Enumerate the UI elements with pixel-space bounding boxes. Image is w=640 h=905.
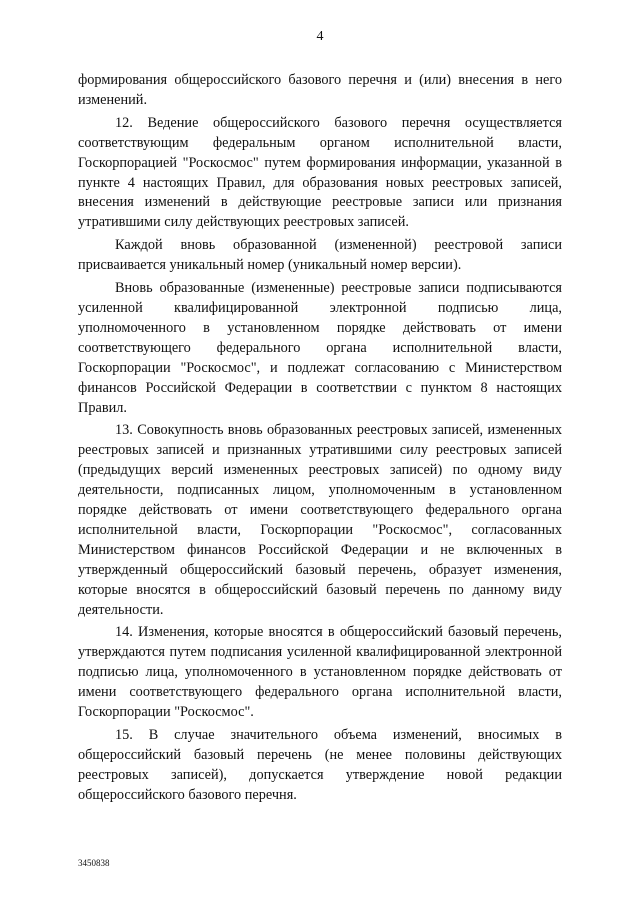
- page-number: 4: [316, 29, 324, 44]
- paragraph-item-13: 13. Совокупность вновь образованных реестровых записей, измененных реестровых записей и признанных утратившими силу реестровых записей (предыдущих версий измененных реестровых записей) по одному виду деятельности, подписанных лицом, уполномоченным в установленном порядке действовать от имени соответствующего федерального органа исполнительной власти, Госкорпорации "Роскосмос", согласованных Министерством финансов Российской Федерации и не включенных в утвержденный общероссийский базовый перечень, образует изменения, которые вносятся в общероссийский базовый перечень по данному виду деятельности.: [78, 422, 562, 618]
- paragraph-item-12: 12. Ведение общероссийского базового перечня осуществляется соответствующим федеральным органом исполнительной власти, Госкорпорацией "Роскосмос" путем формирования информации, указанной в пункте 4 настоящих Правил, для образования новых реестровых записей, внесения изменений в действующие реестровые записи или признания утратившими силу действующих реестровых записей.: [78, 114, 562, 231]
- paragraph-signing: Вновь образованные (измененные) реестровые записи подписываются усиленной квалифицированной электронной подписью лица, уполномоченного в установленном порядке действовать от имени соответствующего федерального органа исполнительной власти, Госкорпорации "Роскосмос", и подлежат согласованию с Министерством финансов Российской Федерации в соответствии с пунктом 8 настоящих Правил.: [78, 280, 562, 416]
- document-body: [78, 71, 562, 809]
- paragraph-unique-number: Каждой вновь образованной (измененной) реестровой записи присваивается уникальный номер (уникальный номер версии).: [78, 237, 562, 274]
- paragraph-continuation: формирования общероссийского базового перечня и (или) внесения в него изменений.: [78, 72, 562, 108]
- paragraph-item-14: 14. Изменения, которые вносятся в общероссийский базовый перечень, утверждаются путем подписания усиленной квалифицированной электронной подписью лица, уполномоченного в установленном порядке действовать от имени соответствующего федерального органа исполнительной власти, Госкорпорации "Роскосмос".: [78, 624, 562, 721]
- paragraph-item-15: 15. В случае значительного объема изменений, вносимых в общероссийский базовый перечень (не менее половины действующих реестровых записей), допускается утверждение новой редакции общероссийского базового перечня.: [78, 727, 562, 803]
- document-code: 3450838: [78, 858, 110, 868]
